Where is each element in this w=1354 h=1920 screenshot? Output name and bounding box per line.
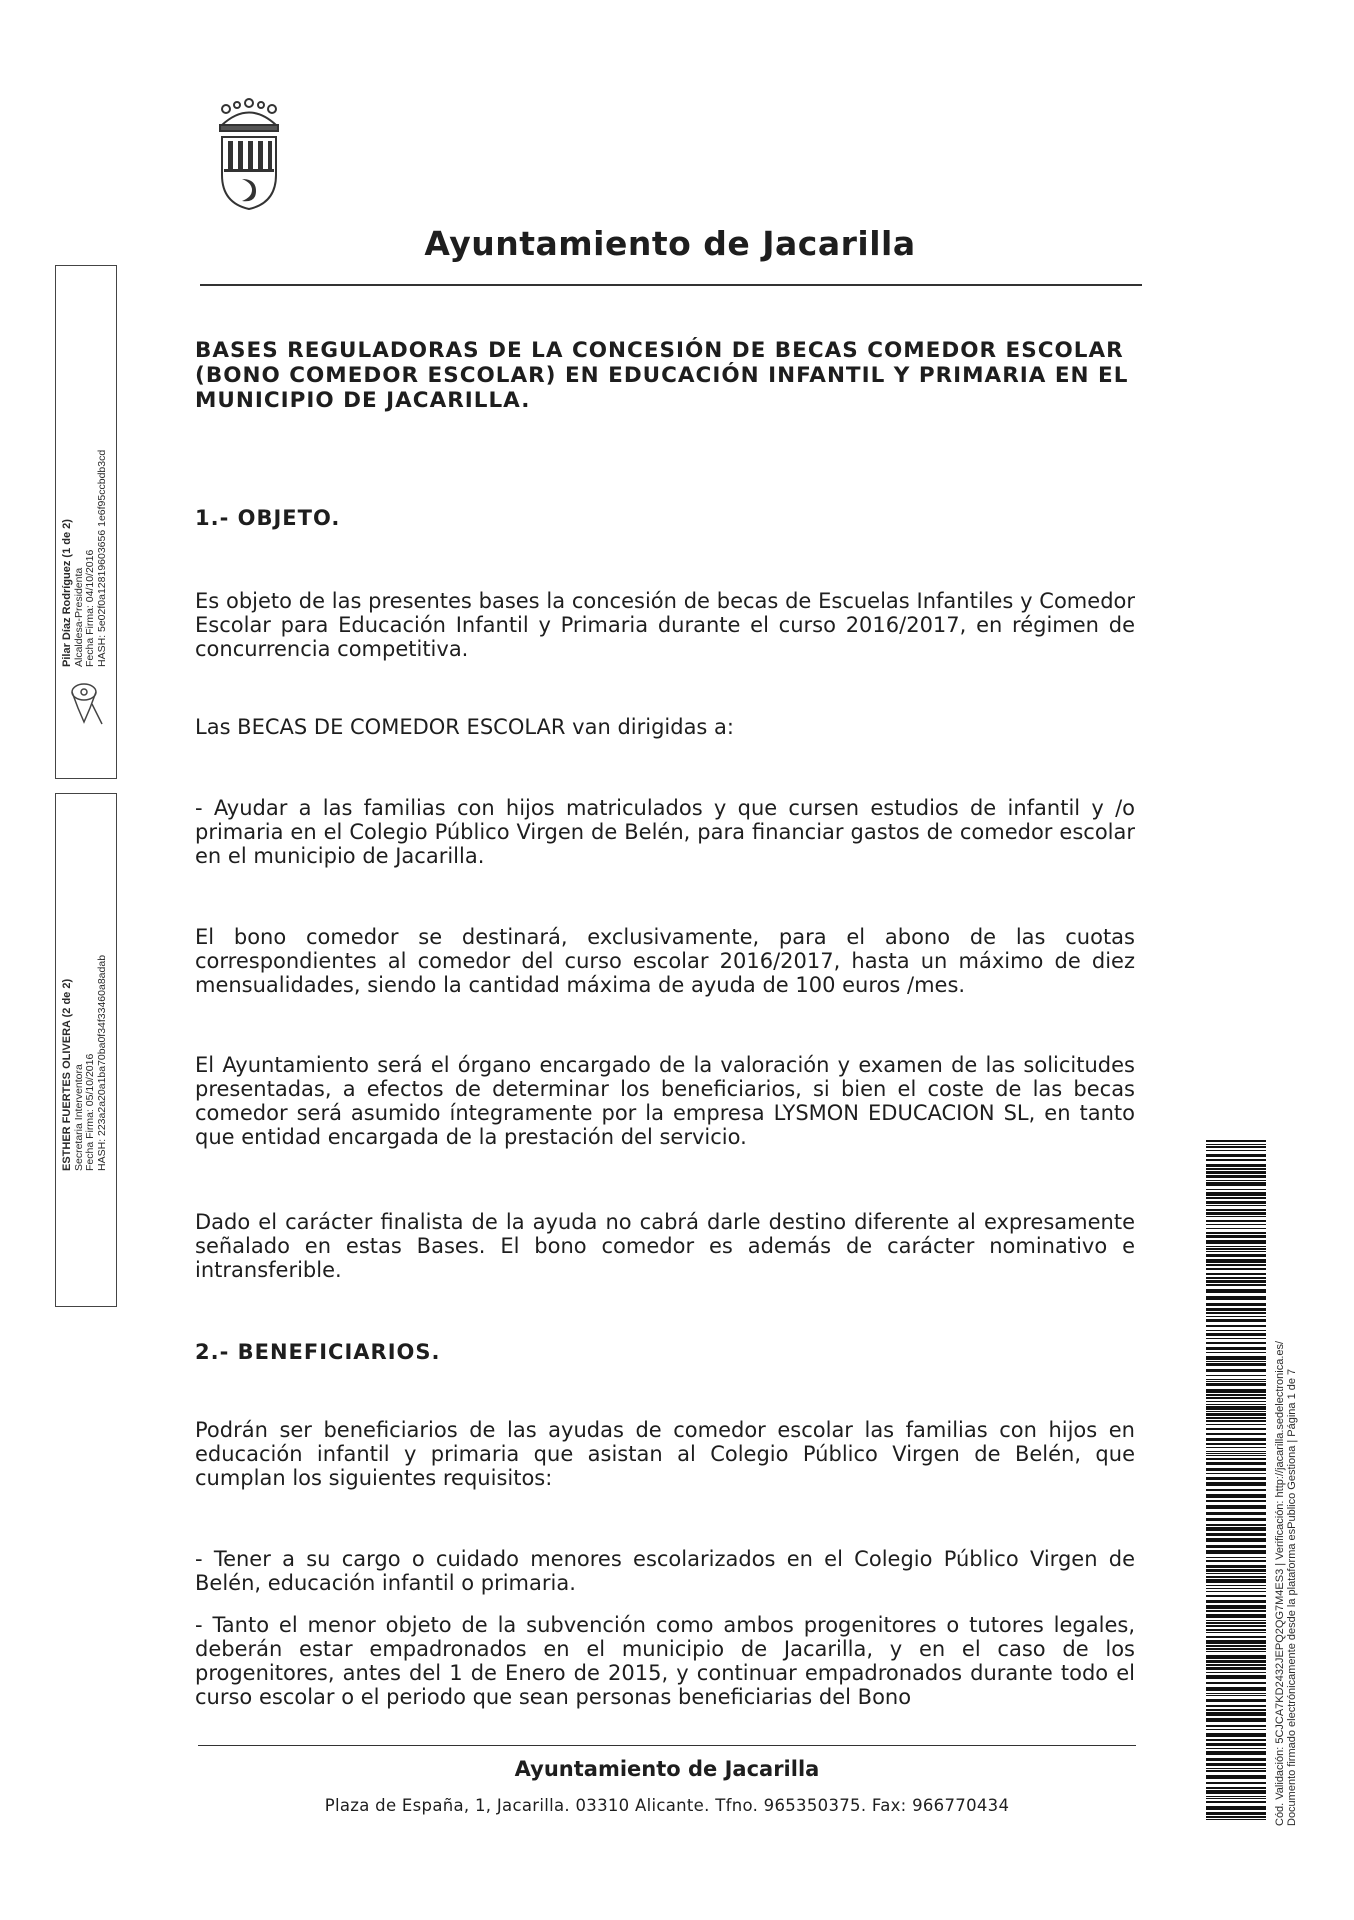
paragraph: El bono comedor se destinará, exclusivamente, para el abono de las cuotas correspondientes al comedor del curso escolar 2016/2017, hasta un máximo de diez mensualidades, siendo la cantidad máxima de ayuda de 100 euros /mes. [195,925,1135,997]
document-title [195,338,1135,413]
signature-box [55,265,117,779]
paragraph: Podrán ser beneficiarios de las ayudas de comedor escolar las familias con hijos en educación infantil y primaria que asistan al Colegio Público Virgen de Belén, que cumplan los siguientes requisitos: [195,1418,1135,1490]
header-title: Ayuntamiento de Jacarilla [424,224,916,263]
signature-hash: HASH: 223a2a20a1ba70ba0f34f33460a8adab [95,954,108,1171]
barcode [1206,1140,1266,1820]
seal-icon [64,678,106,728]
signature-box [55,793,117,1307]
list-item: - Tener a su cargo o cuidado menores escolarizados en el Colegio Público Virgen de Belén, educación infantil o primaria. [195,1547,1135,1595]
document-title-line: (BONO COMEDOR ESCOLAR) EN EDUCACIÓN INFANTIL Y PRIMARIA EN EL [195,363,1129,388]
coat-of-arms-logo [212,95,286,213]
document-title-line: BASES REGULADORAS DE LA CONCESIÓN DE BECAS COMEDOR ESCOLAR [195,338,1124,363]
footer-address: Plaza de España, 1, Jacarilla. 03310 Alicante. Tfno. 965350375. Fax: 966770434 [324,1796,1010,1815]
paragraph: Dado el carácter finalista de la ayuda no cabrá darle destino diferente al expresamente señalado en estas Bases. El bono comedor es además de carácter nominativo e intransferible. [195,1210,1135,1282]
list-item: - Ayudar a las familias con hijos matriculados y que cursen estudios de infantil y /o primaria en el Colegio Público Virgen de Belén, para financiar gastos de comedor escolar en el municipio de Jacarilla. [195,796,1135,868]
paragraph: El Ayuntamiento será el órgano encargado de la valoración y examen de las solicitudes presentadas, a efectos de determinar los beneficiarios, si bien el coste de las becas comedor será asumido íntegramente por la empresa LYSMON EDUCACION SL, en tanto que entidad encargada de la prestación del servicio. [195,1053,1135,1149]
document-title-line: MUNICIPIO DE JACARILLA. [195,388,531,413]
signer-role: Secretaria Interventora [72,1064,85,1171]
section-heading-beneficiarios: 2.- BENEFICIARIOS. [195,1340,441,1364]
signer-name: ESTHER FUERTES OLIVERA (2 de 2) [61,978,73,1171]
signature-details [62,955,108,1171]
signature-date: Fecha Firma: 04/10/2016 [84,549,96,667]
validation-text [1274,1341,1298,1826]
paragraph: Las BECAS DE COMEDOR ESCOLAR van dirigidas a: [195,715,734,739]
signer-name: Pilar Díaz Rodríguez (1 de 2) [61,519,73,667]
signature-details [62,450,108,667]
signature-date: Fecha Firma: 05/10/2016 [84,1053,96,1171]
list-item: - Tanto el menor objeto de la subvención como ambos progenitores o tutores legales, deberán estar empadronados en el municipio de Jacarilla, y en el caso de los progenitores, antes del 1 de Enero de 2015, y continuar empadronados durante todo el curso escolar o el periodo que sean personas beneficiarias del Bono [195,1613,1135,1709]
validation-line: Documento firmado electrónicamente desde la plataforma esPublico Gestiona | Página 1 de 7 [1286,1368,1298,1826]
header-divider [200,284,1142,286]
paragraph: Es objeto de las presentes bases la concesión de becas de Escuelas Infantiles y Comedor Escolar para Educación Infantil y Primaria durante el curso 2016/2017, en régimen de concurrencia competitiva. [195,589,1135,661]
footer-title: Ayuntamiento de Jacarilla [514,1757,820,1781]
validation-line: Cód. Validación: 5CJCA7KD2432JEPQ2QG7M4ES3 | Verificación: http://jacarilla.sedelectronica.es/ [1274,1340,1286,1826]
section-heading-objeto: 1.- OBJETO. [195,506,341,530]
signer-role: Alcaldesa-Presidenta [72,567,85,667]
signature-hash: HASH: 5e02f0a12819603656 1e6f95ccbdb3cd [95,449,108,667]
footer-divider [198,1745,1136,1746]
